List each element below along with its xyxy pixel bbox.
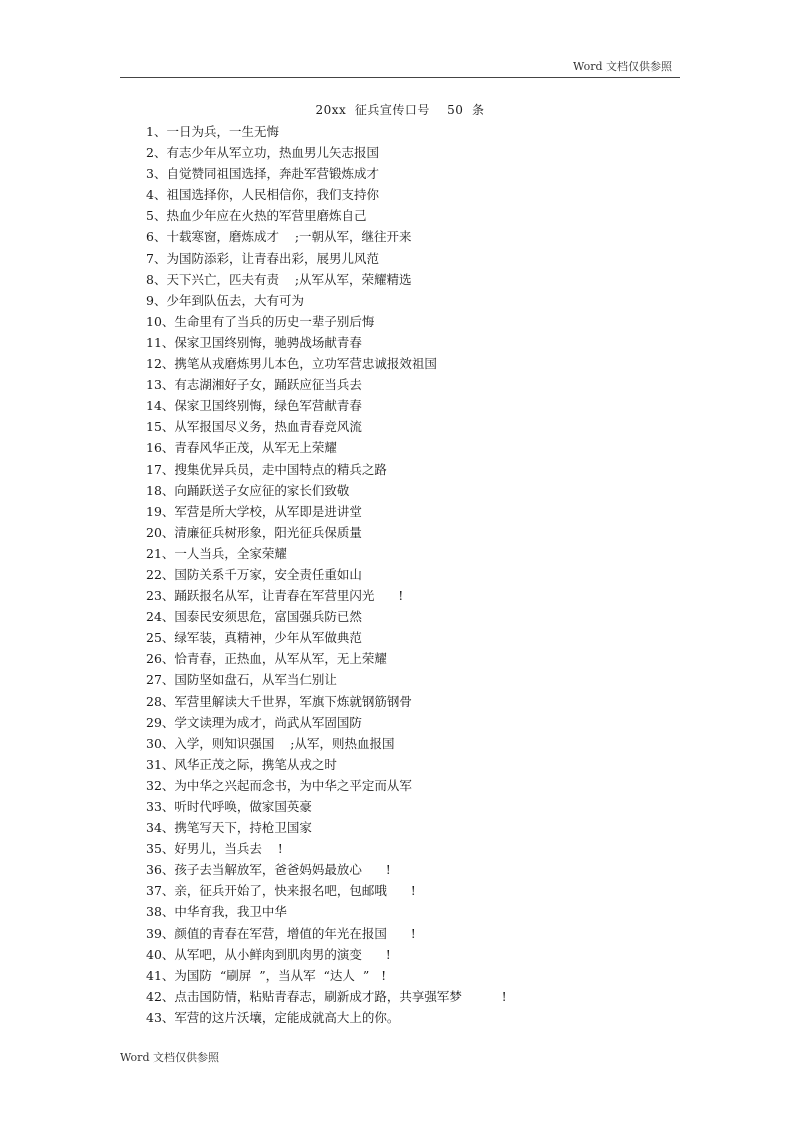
slogan-item: 17、搜集优异兵员，走中国特点的精兵之路 bbox=[146, 461, 387, 477]
slogan-item: 1、一日为兵，一生无悔 bbox=[146, 124, 279, 139]
slogan-item: 27、国防坚如盘石，从军当仁别让 bbox=[146, 672, 337, 688]
slogan-item: 41、为国防 “刷屏 ”，当从军 “达人 ” ! bbox=[146, 967, 387, 983]
slogan-item: 4、祖国选择你，人民相信你，我们支持你 bbox=[146, 187, 379, 203]
slogan-item: 33、听时代呼唤，做家国英豪 bbox=[146, 799, 312, 814]
slogan-item: 20、清廉征兵树形象，阳光征兵保质量 bbox=[146, 524, 362, 540]
slogan-item: 42、点击国防情，粘贴青春志，刷新成才路，共享强军梦 ! bbox=[146, 988, 507, 1004]
header-rule bbox=[120, 77, 680, 78]
slogan-item: 5、热血少年应在火热的军营里磨炼自己 bbox=[146, 208, 367, 224]
slogan-item: 32、为中华之兴起而念书，为中华之平定而从军 bbox=[146, 777, 412, 793]
slogan-item: 18、向踊跃送子女应征的家长们致敬 bbox=[146, 482, 350, 498]
slogan-item: 3、自觉赞同祖国选择，奔赴军营锻炼成才 bbox=[146, 166, 379, 182]
slogan-item: 34、携笔写天下，持枪卫国家 bbox=[146, 820, 312, 836]
slogan-item: 25、绿军装，真精神，少年从军做典范 bbox=[146, 630, 362, 646]
slogan-item: 13、有志湖湘好子女，踊跃应征当兵去 bbox=[146, 377, 362, 393]
slogan-item: 10、生命里有了当兵的历史一辈子别后悔 bbox=[146, 313, 375, 329]
slogan-item: 35、好男儿，当兵去 ! bbox=[146, 841, 283, 857]
slogan-item: 30、入学，则知识强国 ;从军，则热血报国 bbox=[146, 735, 395, 751]
slogan-item: 43、军营的这片沃壤，定能成就高大上的你。 bbox=[146, 1009, 400, 1025]
slogan-list bbox=[146, 121, 507, 1028]
slogan-item: 29、学文读理为成才，尚武从军固国防 bbox=[146, 714, 362, 730]
header-note: Word 文档仅供参照 bbox=[573, 60, 672, 73]
slogan-item: 7、为国防添彩，让青春出彩，展男儿风范 bbox=[146, 250, 379, 266]
slogan-item: 23、踊跃报名从军，让青春在军营里闪光 ! bbox=[146, 588, 404, 604]
slogan-item: 36、孩子去当解放军，爸爸妈妈最放心 ! bbox=[146, 862, 391, 878]
slogan-item: 22、国防关系千万家，安全责任重如山 bbox=[146, 566, 362, 582]
slogan-item: 8、天下兴亡，匹夫有责 ;从军从军，荣耀精选 bbox=[146, 271, 412, 287]
slogan-item: 16、青春风华正茂，从军无上荣耀 bbox=[146, 440, 337, 456]
slogan-item: 39、颜值的青春在军营，增值的年光在报国 ! bbox=[146, 925, 416, 941]
document-title: 20xx 征兵宣传口号 50 条 bbox=[315, 103, 485, 117]
slogan-item: 38、中华育我，我卫中华 bbox=[146, 904, 287, 920]
slogan-item: 14、保家卫国终别悔，绿色军营献青春 bbox=[146, 398, 362, 414]
slogan-item: 11、保家卫国终别悔，驰骋战场献青春 bbox=[146, 334, 362, 350]
slogan-item: 2、有志少年从军立功，热血男儿矢志报国 bbox=[146, 145, 379, 161]
footer-note: Word 文档仅供参照 bbox=[120, 1051, 219, 1064]
slogan-item: 40、从军吧，从小鲜肉到肌肉男的演变 ! bbox=[146, 946, 391, 962]
slogan-item: 26、恰青春，正热血，从军从军，无上荣耀 bbox=[146, 651, 387, 667]
slogan-item: 37、亲，征兵开始了，快来报名吧，包邮哦 ! bbox=[146, 883, 416, 899]
slogan-item: 19、军营是所大学校，从军即是进讲堂 bbox=[146, 503, 362, 519]
slogan-item: 15、从军报国尽义务，热血青春竞风流 bbox=[146, 419, 362, 435]
slogan-item: 31、风华正茂之际，携笔从戎之时 bbox=[146, 756, 337, 772]
slogan-item: 9、少年到队伍去，大有可为 bbox=[146, 292, 304, 308]
slogan-item: 28、军营里解读大千世界，军旗下炼就钢筋钢骨 bbox=[146, 693, 412, 709]
slogan-item: 21、一人当兵，全家荣耀 bbox=[146, 545, 287, 561]
slogan-item: 6、十载寒窗，磨炼成才 ;一朝从军，继往开来 bbox=[146, 229, 412, 245]
slogan-item: 24、国泰民安须思危，富国强兵防已然 bbox=[146, 609, 362, 625]
slogan-item: 12、携笔从戎磨炼男儿本色，立功军营忠诚报效祖国 bbox=[146, 356, 437, 372]
